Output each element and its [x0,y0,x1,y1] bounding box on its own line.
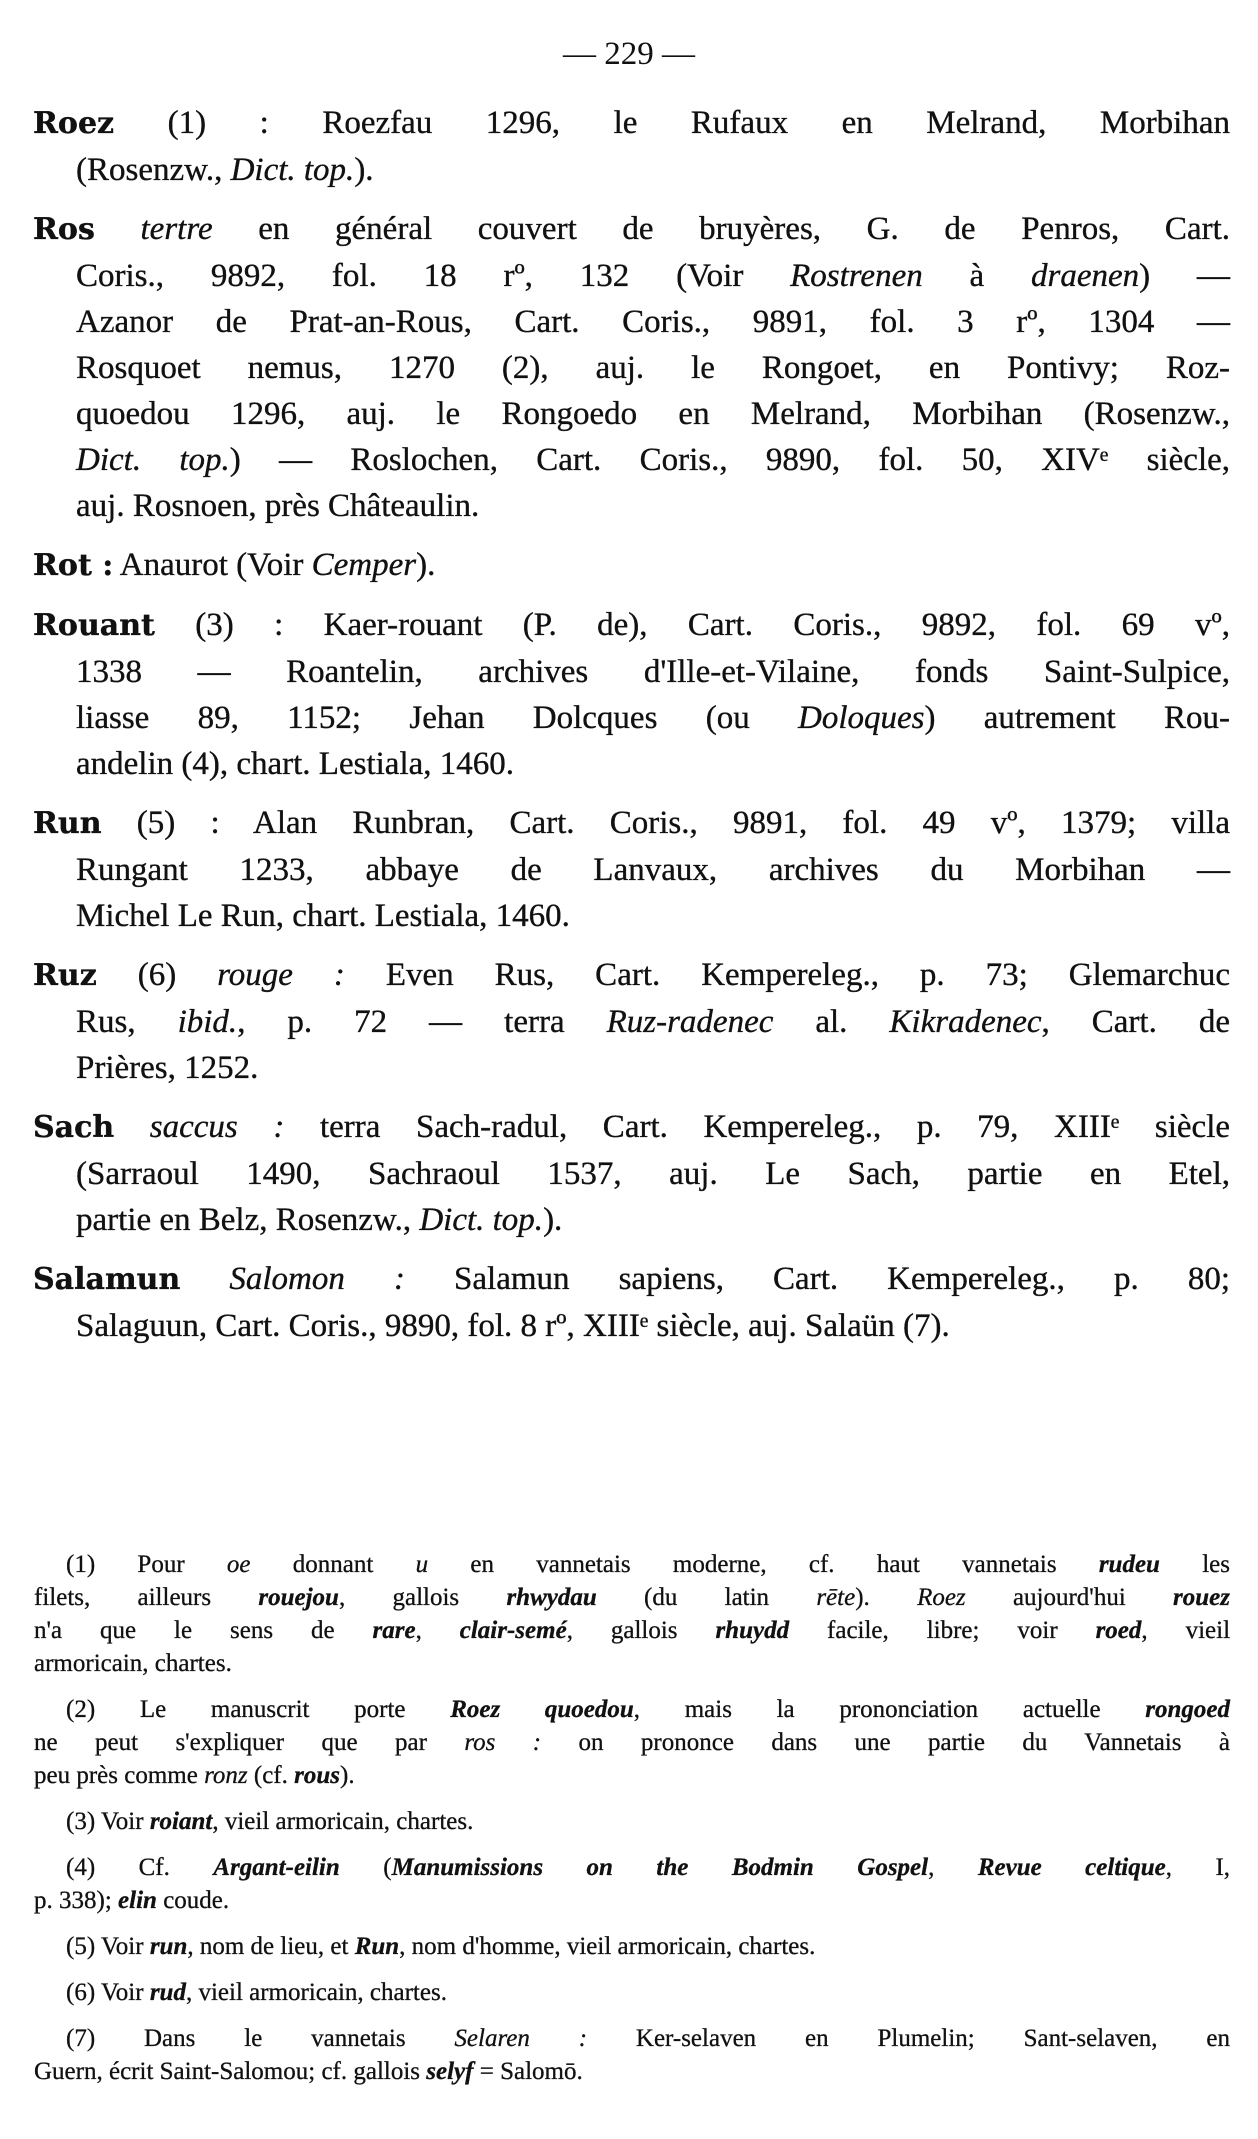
footnote [34,1976,1230,2009]
text-line [33,483,1230,529]
text-segment: (1) Pour [66,1551,227,1578]
text-segment: Even Rus, Cart. Kempereleg., p. 73; Glemarchuc [344,957,1230,993]
text-line [33,299,1230,345]
italic-term: roed [1095,1617,1142,1644]
text-line [33,345,1230,391]
text-line [33,253,1230,299]
italic-term: selyf [426,2058,474,2085]
text-segment: partie en Belz, Rosenzw., [76,1202,420,1238]
text-line [34,1614,1230,1647]
italic-term: rhuydd [715,1617,790,1644]
text-segment [180,1261,229,1297]
text-segment: 1338 — Roantelin, archives d'Ille-et-Vilaine, fonds Saint-Sulpice, [76,654,1230,690]
italic-term: Dict. top. [230,152,355,188]
text-segment: , [928,1854,978,1881]
italic-term: Selaren : [454,2025,588,2052]
text-segment: (1) : Roezfau 1296, le Rufaux en Melrand, Morbihan [114,105,1230,141]
text-segment: quoedou 1296, auj. le Rongoedo en Melrand, Morbihan (Rosenzw., [76,396,1230,432]
text-line [33,602,1230,649]
text-segment: , nom de lieu, et [187,1933,355,1960]
italic-term: Roez quoedou [450,1696,634,1723]
text-segment: (5) Voir [66,1933,150,1960]
headword: Ros [33,212,95,247]
dictionary-entry [33,100,1230,193]
text-segment: , gallois [566,1617,716,1644]
italic-term: oe [226,1551,251,1578]
text-segment: aujourd'hui [965,1584,1174,1611]
text-segment: ). [340,1762,355,1789]
text-line [33,206,1230,253]
text-segment: armoricain, chartes. [34,1650,232,1677]
text-segment: andelin (4), chart. Lestiala, 1460. [76,746,515,782]
text-segment: peu près comme [34,1762,205,1789]
dictionary-entry [33,602,1230,787]
italic-term: rare [372,1617,416,1644]
text-segment: on prononce dans une partie du Vannetais à [541,1729,1231,1756]
headword: Roez [33,106,115,141]
text-line [33,147,1230,193]
text-segment: ( [339,1854,392,1881]
text-segment: ) — [1139,258,1230,294]
text-line [34,1930,1230,1963]
italic-term: Salomon : [229,1261,405,1297]
italic-term: rongoed [1145,1696,1230,1723]
dictionary-entry [33,1256,1230,1349]
text-line [33,1045,1230,1091]
italic-term: u [415,1551,429,1578]
text-line [34,1647,1230,1680]
italic-term: Run [354,1933,400,1960]
text-segment: Coris., 9892, fol. 18 rº, 132 (Voir [76,258,791,294]
text-line [33,741,1230,787]
text-segment: (2) Le manuscrit porte [66,1696,451,1723]
text-segment [114,1109,150,1145]
text-segment: donnant [250,1551,416,1578]
text-segment: Guern, écrit Saint-Salomou; cf. gallois [34,2058,427,2085]
text-segment: en général couvert de bruyères, G. de Penros, Cart. [212,211,1231,247]
italic-term: rud [149,1979,186,2006]
text-line [34,1759,1230,1792]
italic-term: Cemper [311,547,417,583]
text-line [33,1197,1230,1243]
dictionary-entry [33,206,1230,529]
italic-term: ros : [464,1729,542,1756]
footnote [34,1805,1230,1838]
italic-term: Doloques [797,700,925,736]
text-segment: (4) Cf. [66,1854,214,1881]
italic-term: Rostrenen [790,258,923,294]
text-line [34,2022,1230,2055]
text-segment: Michel Le Run, chart. Lestiala, 1460. [76,898,570,934]
text-segment: , mais la prononciation actuelle [633,1696,1146,1723]
headword: Salamun [33,1262,181,1297]
text-line [33,952,1230,999]
dictionary-entry [33,542,1230,589]
text-segment: ). [543,1202,563,1238]
dictionary-entry [33,800,1230,939]
italic-term: Roez [917,1584,966,1611]
text-line [33,391,1230,437]
italic-term: rouejou [258,1584,339,1611]
headword: Rouant [33,608,155,643]
text-segment: , Cart. de [1041,1004,1230,1040]
text-segment: Rungant 1233, abbaye de Lanvaux, archives du Morbihan — [76,852,1230,888]
italic-term: rouge : [217,957,345,993]
italic-term: rhwydau [506,1584,597,1611]
italic-term: Argant-eilin [213,1854,340,1881]
text-segment: (Sarraoul 1490, Sachraoul 1537, auj. Le Sach, partie en Etel, [76,1156,1230,1192]
italic-term: rudeu [1098,1551,1160,1578]
text-segment: liasse 89, 1152; Jehan Dolcques (ou [76,700,798,736]
text-line [33,1151,1230,1197]
italic-term: Dict. top. [419,1202,544,1238]
text-segment: n'a que le sens de [34,1617,373,1644]
text-line [34,1976,1230,2009]
text-line [33,100,1230,147]
text-segment: filets, ailleurs [34,1584,259,1611]
text-segment: (du latin [596,1584,817,1611]
italic-term: rous [294,1762,340,1789]
text-line [33,1104,1230,1151]
text-line [33,649,1230,695]
italic-term: Revue celtique [977,1854,1166,1881]
headword: Run [33,806,102,841]
text-segment: (Rosenzw., [76,152,231,188]
footnote [34,1930,1230,1963]
italic-term: Dict. top. [76,442,230,478]
headword: Rot : [33,548,114,583]
text-line [33,1256,1230,1303]
footnote [34,1548,1230,1680]
text-segment: , [415,1617,460,1644]
text-segment: ) — Roslochen, Cart. Coris., 9890, fol. 50, XIVᵉ siècle, [229,442,1231,478]
text-line [34,1581,1230,1614]
footnote [34,2022,1230,2088]
text-segment: = Salomō. [473,2058,583,2085]
text-segment: , gallois [338,1584,507,1611]
text-line [33,847,1230,893]
text-segment: Prières, 1252. [76,1050,259,1086]
italic-term: draenen [1031,258,1140,294]
text-line [33,999,1230,1045]
italic-term: rēte [816,1584,856,1611]
text-segment: Rosquoet nemus, 1270 (2), auj. le Rongoet, en Pontivy; Roz- [76,350,1230,386]
italic-term: tertre [140,211,213,247]
text-segment: , nom d'homme, vieil armoricain, chartes. [399,1933,816,1960]
text-segment: (7) Dans le vannetais [66,2025,455,2052]
text-line [33,437,1230,483]
text-segment: p. 338); [34,1887,119,1914]
text-line [33,800,1230,847]
text-segment: ne peut s'expliquer que par [34,1729,465,1756]
text-segment: (6) Voir [66,1979,150,2006]
text-segment: al. [773,1004,890,1040]
italic-term: saccus : [149,1109,285,1145]
text-segment: terra Sach-radul, Cart. Kempereleg., p. 79, XIIIᵉ siècle [284,1109,1231,1145]
dictionary-entry [33,1104,1230,1243]
text-line [33,1303,1230,1349]
text-segment: ). [855,1584,918,1611]
text-segment: à [922,258,1032,294]
text-segment: (5) : Alan Runbran, Cart. Coris., 9891, fol. 49 vº, 1379; villa [101,805,1230,841]
text-segment: Salamun sapiens, Cart. Kempereleg., p. 80; [404,1261,1230,1297]
text-segment: les [1159,1551,1230,1578]
footnote [34,1851,1230,1917]
text-segment: , I, [1165,1854,1231,1881]
text-line [34,1805,1230,1838]
text-line [34,2055,1230,2088]
text-segment: (3) : Kaer-rouant (P. de), Cart. Coris., 9892, fol. 69 vº, [154,607,1230,643]
text-segment: , vieil armoricain, chartes. [212,1808,474,1835]
text-segment: ). [416,547,436,583]
italic-term: Kikradenec [889,1004,1042,1040]
text-segment: Azanor de Prat-an-Rous, Cart. Coris., 9891, fol. 3 rº, 1304 — [76,304,1230,340]
footnote [34,1693,1230,1792]
page-number: — 229 — [563,36,695,72]
italic-term: roiant [149,1808,213,1835]
italic-term: rouez [1173,1584,1231,1611]
text-segment: en vannetais moderne, cf. haut vannetais [428,1551,1099,1578]
text-segment: Rus, [76,1004,178,1040]
text-segment: auj. Rosnoen, près Châteaulin. [76,488,480,524]
text-line [34,1548,1230,1581]
text-segment: , vieil armoricain, chartes. [185,1979,447,2006]
text-line [34,1726,1230,1759]
dictionary-entry [33,952,1230,1091]
italic-term: ibid. [177,1004,238,1040]
text-segment: Salaguun, Cart. Coris., 9890, fol. 8 rº, XIIIᵉ siècle, auj. Salaün (7). [76,1308,950,1344]
text-segment: , p. 72 — terra [237,1004,607,1040]
text-segment [95,211,141,247]
italic-term: clair-semé [459,1617,567,1644]
italic-term: Manumissions on the Bodmin Gospel [391,1854,929,1881]
text-line [34,1693,1230,1726]
text-line [33,542,1230,589]
text-line [33,695,1230,741]
italic-term: elin [118,1887,157,1914]
text-segment: (cf. [247,1762,295,1789]
text-segment: Ker-selaven en Plumelin; Sant-selaven, en [587,2025,1231,2052]
text-segment: ). [354,152,374,188]
text-segment: (6) [96,957,218,993]
dictionary-entries [33,100,1230,1349]
text-segment: coude. [156,1887,230,1914]
italic-term: ronz [204,1762,248,1789]
text-segment: facile, libre; voir [789,1617,1096,1644]
text-segment: , vieil [1141,1617,1231,1644]
text-segment: ) autrement Rou- [924,700,1230,736]
headword: Sach [33,1110,115,1145]
italic-term: run [149,1933,188,1960]
text-line [34,1884,1230,1917]
italic-term: Ruz-radenec [606,1004,774,1040]
text-line [33,893,1230,939]
text-segment: (3) Voir [66,1808,150,1835]
text-line [34,1851,1230,1884]
text-segment: Anaurot (Voir [113,547,312,583]
footnotes [34,1548,1230,2088]
headword: Ruz [33,958,97,993]
